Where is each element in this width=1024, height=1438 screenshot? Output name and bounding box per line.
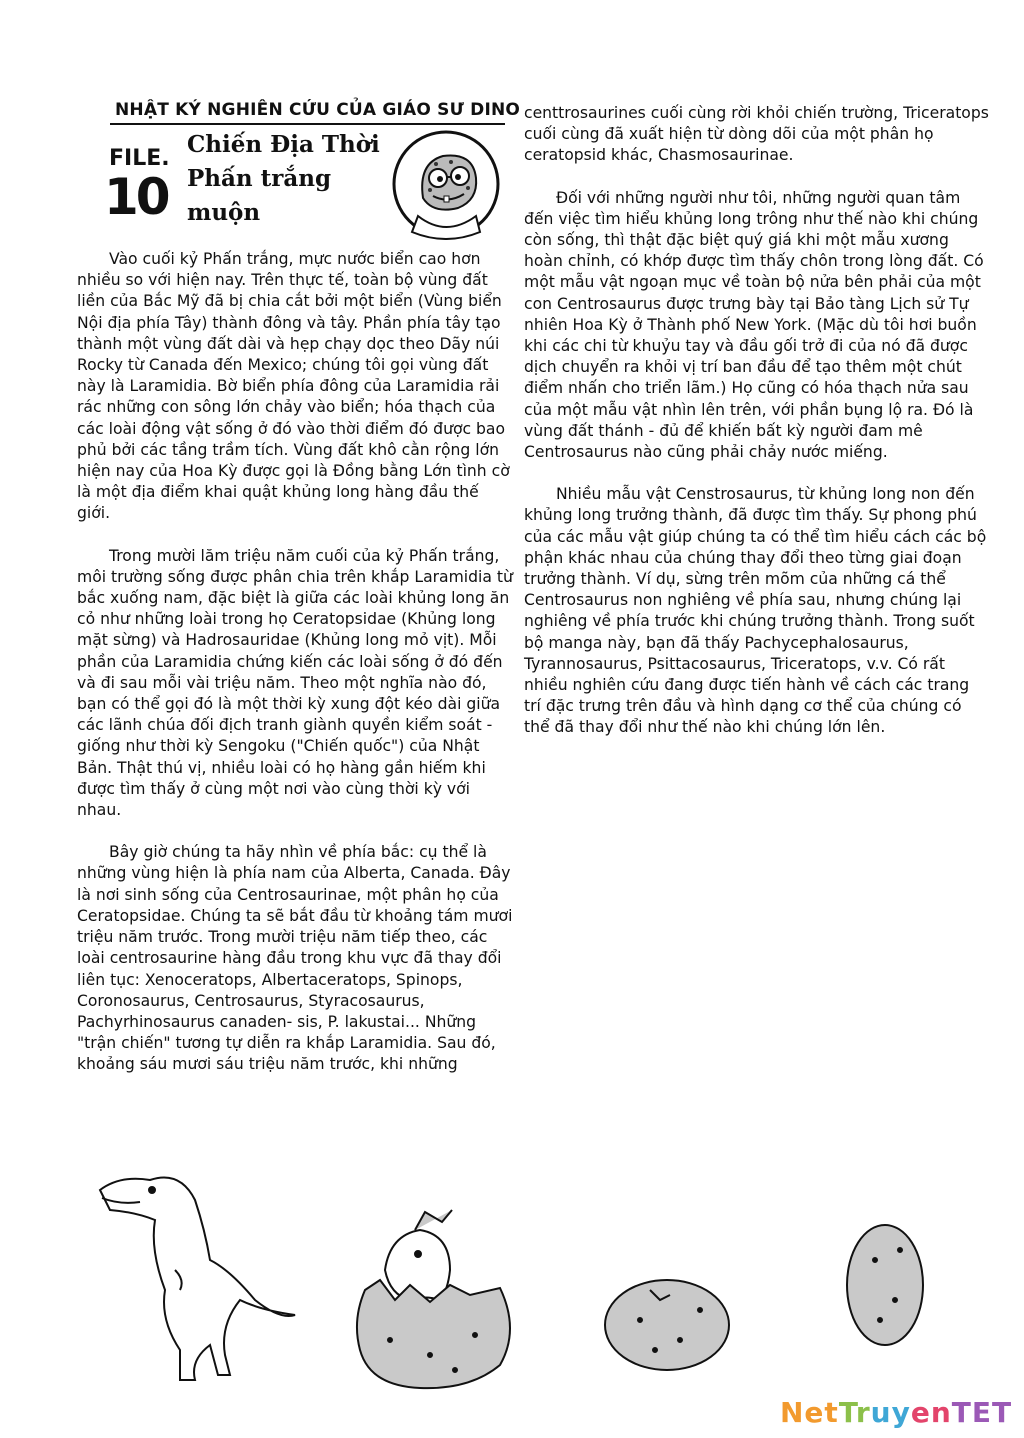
chapter-title-line: muộn	[187, 199, 261, 226]
professor-dino-portrait-icon	[388, 128, 504, 240]
vertical-egg-icon	[847, 1225, 923, 1345]
file-number: 10	[104, 168, 168, 226]
young-dinosaur-icon	[100, 1178, 295, 1381]
watermark-part: en	[910, 1396, 952, 1429]
horizontal-egg-icon	[605, 1280, 729, 1370]
watermark-part: TET	[951, 1396, 1013, 1429]
chapter-title	[187, 128, 387, 230]
paragraph: Đối với những người như tôi, những người quan tâm đến việc tìm hiểu khủng long trông như thế nào khi chúng còn sống, thì thật đặc biệt quý giá khi một mẫu xương hoàn chỉnh, có khớp được tìm thấy chôn trong lòng đất. Có một mẫu vật ngoạn mục về toàn bộ nửa bên phải của một con Centrosaurus được trưng bày tại Bảo tàng Lịch sử Tự nhiên Hoa Kỳ ở Thành phố New York. (Mặc dù tôi hơi buồn khi các chi từ khuỷu tay và đầu gối trở đi của nó đã được dịch chuyển ra khỏi vị trí ban đầu để tạo thêm một chút điểm nhấn cho triển lãm.) Họ cũng có hóa thạch nửa sau của một mẫu vật nhìn lên trên, với phần bụng lộ ra. Đó là vùng đất thánh - đủ để khiến bất kỳ người đam mê Centrosaurus nào cũng phải chảy nước miếng.	[524, 188, 984, 462]
hatchling-egg-icon	[357, 1210, 510, 1388]
dinosaur-growth-illustration	[80, 1150, 1000, 1390]
paragraph: centtrosaurines cuối cùng rời khỏi chiến trường, Triceratops cuối cùng đã xuất hiện từ dòng dõi của một phân họ ceratopsid khác, Chasmosaurinae.	[524, 104, 989, 165]
paragraph: Nhiều mẫu vật Censtrosaurus, từ khủng long non đến khủng long trưởng thành, đã được tìm thấy. Sự phong phú của các mẫu vật giúp chúng ta có thể tìm hiểu cách các bộ phận khác nhau của chúng thay đổi theo từng giai đoạn trưởng thành. Ví dụ, sừng trên mõm của những cá thể Centrosaurus non nghiêng về phía sau, nhưng chúng lại nghiêng về phía trước khi chúng trưởng thành. Trong suốt bộ manga này, bạn đã thấy Pachycephalosaurus, Tyrannosaurus, Psittacosaurus, Triceratops, v.v. Có rất nhiều nghiên cứu đang được tiến hành về cách các trang trí đặc trưng trên đầu và hình dạng cơ thể của chúng có thể đã thay đổi như thế nào khi chúng lớn lên.	[524, 485, 987, 737]
watermark-part: Net	[780, 1396, 839, 1429]
left-text-column	[77, 249, 513, 1076]
paragraph: Bây giờ chúng ta hãy nhìn về phía bắc: cụ thể là những vùng hiện là phía nam của Alberta, Canada. Đây là nơi sinh sống của Centrosaurinae, một phân họ của Ceratopsidae. Chúng ta sẽ bắt đầu từ khoảng tám mươi triệu năm trước. Trong mười triệu năm tiếp theo, các loài centrosaurine hàng đầu trong khu vực đã thay đổi liên tục: Xenoceratops, Albertaceratops, Spinops, Coronosaurus, Centrosaurus, Styracosaurus, Pachyrhinosaurus canaden- sis, P. lakustai... Những "trận chiến" tương tự diễn ra khắp Laramidia. Sau đó, khoảng sáu mươi sáu triệu năm trước, khi những	[77, 843, 513, 1074]
header-rule	[110, 123, 505, 125]
watermark-part: Tr	[838, 1396, 871, 1429]
chapter-title-line: Phấn trắng	[187, 165, 332, 192]
right-text-column	[524, 103, 990, 739]
watermark-part: uy	[870, 1396, 911, 1429]
chapter-title-line: Chiến Địa Thời	[187, 131, 380, 158]
file-label: FILE.	[109, 146, 170, 171]
site-watermark	[780, 1396, 1012, 1429]
paragraph: Vào cuối kỷ Phấn trắng, mực nước biển cao hơn nhiều so với hiện nay. Trên thực tế, toàn bộ vùng đất liền của Bắc Mỹ đã bị chia cắt bởi một biển (Vùng biển Nội địa phía Tây) thành đông và tây. Phần phía tây tạo thành một vùng đất dài và hẹp chạy dọc theo Dãy núi Rocky từ Canada đến Mexico; chúng tôi gọi vùng đất này là Laramidia. Bờ biển phía đông của Laramidia rải rác những con sông lớn chảy vào biển; hóa thạch của các loài động vật sống ở đó vào thời điểm đó được bao phủ bởi các tầng trầm tích. Vùng đất khô cằn rộng lớn hiện nay của Hoa Kỳ được gọi là Đồng bằng Lớn tình cờ là một địa điểm khai quật khủng long hàng đầu thế giới.	[77, 250, 510, 523]
paragraph: Trong mười lăm triệu năm cuối của kỷ Phấn trắng, môi trường sống được phân chia trên khắp Laramidia từ bắc xuống nam, đặc biệt là giữa các loài khủng long ăn cỏ như những loài trong họ Ceratopsidae (Khủng long mặt sừng) và Hadrosauridae (Khủng long mỏ vịt). Mỗi phần của Laramidia chứng kiến các loài sống ở đó đến và đi sau mỗi vài triệu năm. Theo một nghĩa nào đó, bạn có thể gọi đó là một thời kỳ xung đột kéo dài giữa các lãnh chúa đối địch tranh giành quyền kiểm soát - giống như thời kỳ Sengoku ("Chiến quốc") của Nhật Bản. Thật thú vị, nhiều loài có họ hàng gần hiếm khi được tìm thấy ở cùng một nơi vào cùng thời kỳ với nhau.	[77, 546, 513, 820]
series-title: NHẬT KÝ NGHIÊN CỨU CỦA GIÁO SƯ DINO	[115, 100, 521, 120]
